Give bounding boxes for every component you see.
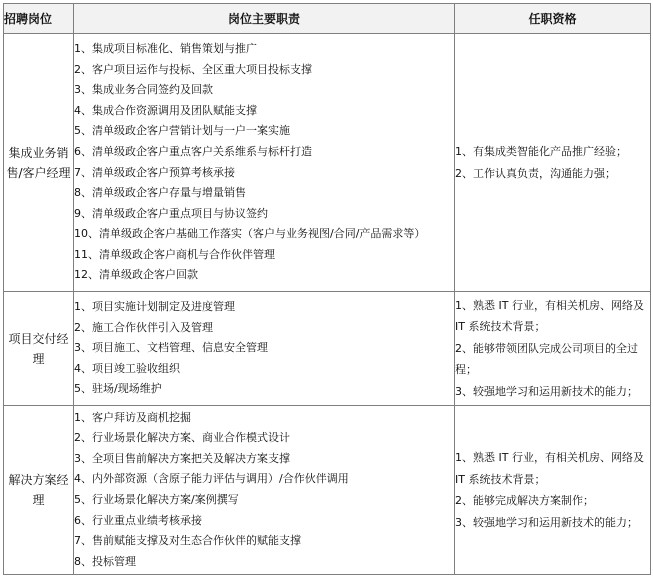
position-name-line: 项目交付经 [8, 331, 69, 346]
duty-item: 5、清单级政企客户营销计划与一户一案实施 [74, 124, 290, 138]
duty-item: 8、投标管理 [74, 554, 136, 568]
duty-item: 7、清单级政企客户预算考核承接 [74, 165, 235, 179]
requirement-item: 1、熟悉 IT 行业，有相关机房、网络及 IT 系统技术背景； [455, 451, 644, 486]
table-header-row [4, 4, 651, 34]
table-row [4, 406, 651, 575]
requirements-cell [455, 34, 651, 292]
duty-item: 12、清单级政企客户回款 [74, 268, 198, 282]
duty-item: 2、客户项目运作与投标、全区重大项目投标支撑 [74, 62, 312, 76]
requirements-cell [455, 406, 651, 575]
duty-item: 4、集成合作资源调用及团队赋能支撑 [74, 103, 257, 117]
position-cell [4, 34, 74, 292]
header-duties: 岗位主要职责 [74, 4, 455, 34]
duty-item: 6、行业重点业绩考核承接 [74, 513, 202, 527]
header-position: 招聘岗位 [4, 4, 74, 34]
duty-item: 2、行业场景化解决方案、商业合作模式设计 [74, 431, 290, 445]
duty-item: 7、售前赋能支撑及对生态合作伙伴的赋能支撑 [74, 534, 301, 548]
position-cell [4, 406, 74, 575]
duty-item: 5、行业场景化解决方案/案例撰写 [74, 493, 239, 506]
duty-item: 11、清单级政企客户商机与合作伙伴管理 [74, 247, 275, 261]
duties-cell [74, 406, 455, 575]
duty-item: 10、清单级政企客户基础工作落实（客户与业务视图/合同/产品需求等） [74, 227, 426, 241]
position-name-line: 售/客户经理 [6, 165, 71, 180]
position-name-line: 集成业务销 [8, 145, 69, 160]
requirement-item: 2、工作认真负责，沟通能力强； [455, 166, 616, 180]
requirement-item: 3、较强地学习和运用新技术的能力； [455, 384, 638, 398]
duty-item: 1、客户拜访及商机挖掘 [74, 410, 191, 424]
position-name-line: 解决方案经 [8, 473, 69, 487]
duty-item: 2、施工合作伙伴引入及管理 [74, 320, 213, 334]
duty-item: 3、集成业务合同签约及回款 [74, 83, 213, 97]
duties-cell [74, 34, 455, 292]
requirement-item: 1、熟悉 IT 行业，有相关机房、网络及 IT 系统技术背景； [455, 298, 644, 334]
requirement-item: 2、能够完成解决方案制作； [455, 494, 594, 507]
duty-item: 1、集成项目标准化、销售策划与推广 [74, 41, 257, 55]
duty-item: 8、清单级政企客户存量与增量销售 [74, 186, 246, 200]
duty-item: 4、项目竣工验收组织 [74, 361, 180, 375]
requirements-cell [455, 292, 651, 406]
requirement-item: 3、较强地学习和运用新技术的能力； [455, 515, 638, 529]
position-name-line: 理 [32, 351, 45, 366]
duty-item: 9、清单级政企客户重点项目与协议签约 [74, 206, 268, 220]
table-row [4, 34, 651, 292]
duty-item: 5、驻场/现场维护 [74, 382, 162, 396]
job-requirements-table [3, 3, 651, 575]
duty-item: 3、项目施工、文档管理、信息安全管理 [74, 341, 268, 355]
position-cell [4, 292, 74, 406]
table-row [4, 292, 651, 406]
duty-item: 3、全项目售前解决方案把关及解决方案支撑 [74, 451, 290, 465]
duty-item: 4、内外部资源（含原子能力评估与调用）/合作伙伴调用 [74, 472, 349, 486]
header-requirements: 任职资格 [455, 4, 651, 34]
requirement-item: 2、能够带领团队完成公司项目的全过程； [455, 341, 638, 377]
requirement-item: 1、有集成类智能化产品推广经验； [455, 145, 627, 158]
duty-item: 1、项目实施计划制定及进度管理 [74, 300, 235, 314]
duty-item: 6、清单级政企客户重点客户关系维系与标杆打造 [74, 144, 312, 158]
position-name-line: 理 [32, 493, 45, 507]
duties-cell [74, 292, 455, 406]
